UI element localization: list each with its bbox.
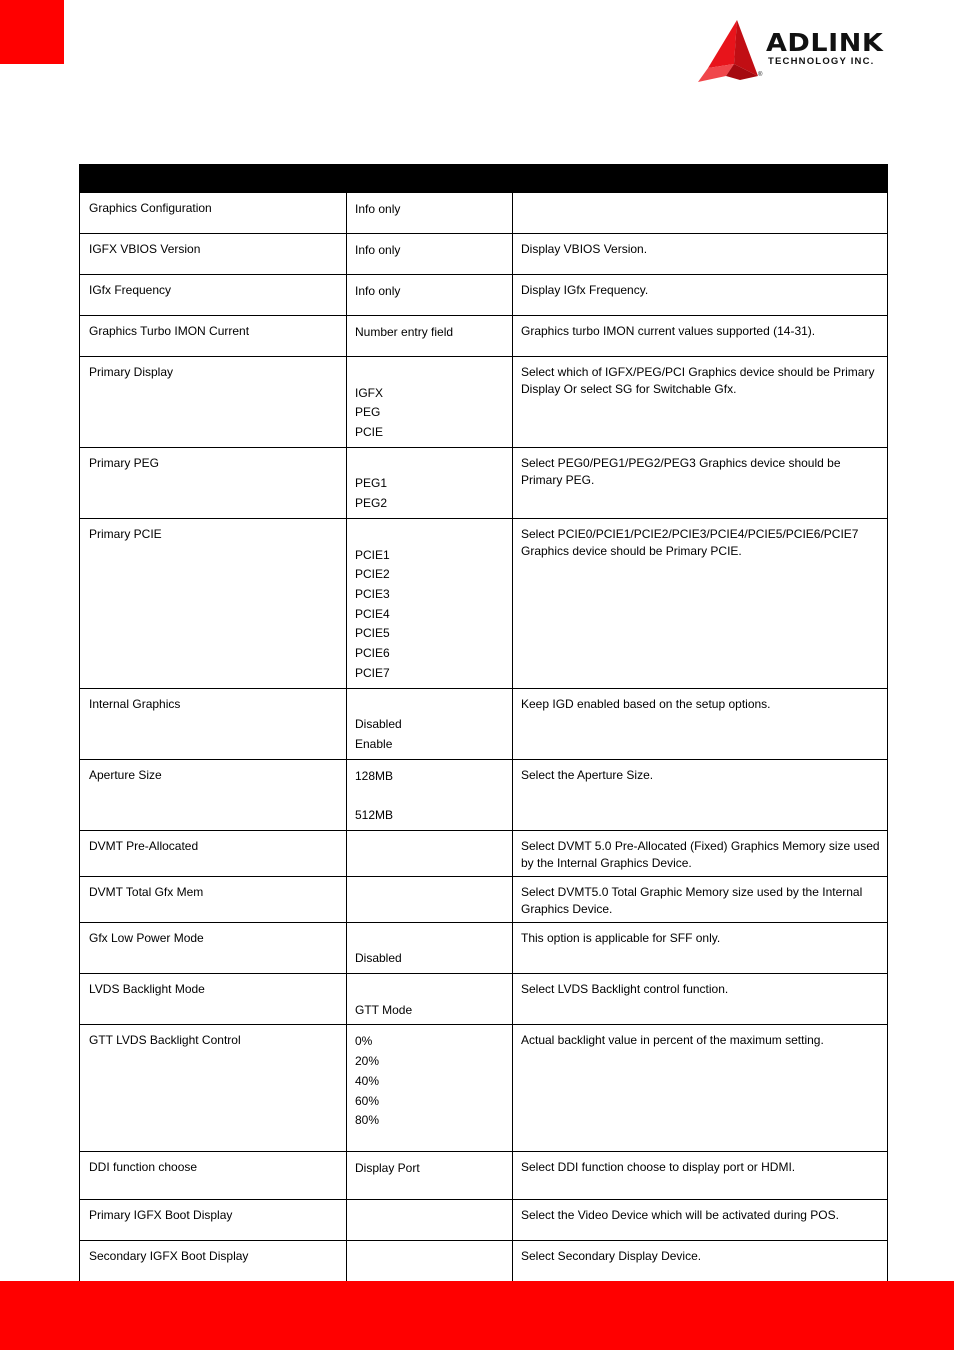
table-row — [80, 193, 888, 234]
options-cell — [347, 1241, 513, 1282]
feature-cell — [80, 447, 347, 518]
option-value: Info only — [355, 284, 401, 298]
table-row — [80, 688, 888, 759]
table-row — [80, 447, 888, 518]
table-row — [80, 922, 888, 973]
options-cell — [347, 193, 513, 234]
option-spacer — [355, 981, 506, 1001]
feature-label: GTT LVDS Backlight Control — [89, 1033, 241, 1048]
feature-cell — [80, 357, 347, 448]
feature-label: LVDS Backlight Mode — [89, 982, 205, 997]
table-row — [80, 1200, 888, 1241]
feature-cell — [80, 922, 347, 973]
description-text: Select PEG0/PEG1/PEG2/PEG3 Graphics device should be Primary PEG. — [521, 455, 841, 487]
header-cell-feature — [80, 165, 347, 193]
option-value: PEG1 — [355, 476, 388, 491]
table-row — [80, 357, 888, 448]
table-row — [80, 759, 888, 830]
feature-label: Primary Display — [89, 365, 174, 379]
description-cell — [513, 316, 888, 357]
table-row — [80, 518, 888, 688]
description-cell — [513, 234, 888, 275]
header-cell-description — [513, 165, 888, 193]
feature-cell — [80, 1241, 347, 1282]
feature-label: IGfx Frequency — [89, 283, 172, 297]
logo-registered-mark: ® — [758, 72, 763, 78]
description-text: Graphics turbo IMON current values supported (14-31). — [521, 324, 816, 338]
description-text: This option is applicable for SFF only. — [521, 930, 721, 945]
adlink-logo — [696, 18, 910, 84]
option-value: 20% — [355, 1054, 380, 1069]
option-value: Info only — [355, 243, 401, 257]
feature-label: Graphics Configuration — [89, 201, 212, 215]
description-cell — [513, 830, 888, 876]
feature-label: Internal Graphics — [89, 696, 181, 711]
option-value: PCIE4 — [355, 606, 390, 621]
options-cell — [347, 830, 513, 876]
description-cell — [513, 357, 888, 448]
description-cell — [513, 688, 888, 759]
option-value: PCIE6 — [355, 646, 390, 661]
option-value: PEG2 — [355, 496, 388, 511]
feature-cell — [80, 1025, 347, 1152]
description-text: Actual backlight value in percent of the maximum setting. — [521, 1033, 824, 1048]
option-value: 128MB — [355, 768, 394, 783]
feature-cell — [80, 518, 347, 688]
options-cell — [347, 1200, 513, 1241]
option-value: Disabled — [355, 717, 402, 732]
description-cell — [513, 275, 888, 316]
description-text: Keep IGD enabled based on the setup options. — [521, 696, 771, 711]
description-text: Select DVMT 5.0 Pre-Allocated (Fixed) Graphics Memory size used by the Internal Graphics Device. — [521, 838, 880, 870]
option-value: PCIE3 — [355, 586, 390, 601]
option-value: 40% — [355, 1073, 380, 1088]
table-row — [80, 876, 888, 922]
table-row — [80, 1241, 888, 1282]
options-cell — [347, 688, 513, 759]
feature-cell — [80, 876, 347, 922]
options-cell — [347, 759, 513, 830]
options-cell — [347, 447, 513, 518]
description-cell — [513, 1152, 888, 1200]
options-cell — [347, 357, 513, 448]
option-value: Disabled — [355, 951, 402, 966]
description-text: Select which of IGFX/PEG/PCI Graphics device should be Primary Display Or select SG for Switchable Gfx. — [521, 365, 875, 396]
option-value: IGFX — [355, 385, 384, 400]
feature-label: DDI function choose — [89, 1160, 198, 1175]
feature-cell — [80, 974, 347, 1025]
description-text: Select DDI function choose to display port or HDMI. — [521, 1160, 796, 1175]
table-row — [80, 234, 888, 275]
table-row — [80, 1152, 888, 1200]
options-cell — [347, 275, 513, 316]
option-value: 512MB — [355, 807, 394, 822]
feature-label: IGFX VBIOS Version — [89, 242, 201, 256]
feature-cell — [80, 1200, 347, 1241]
logo-tagline: TECHNOLOGY INC. — [768, 56, 875, 67]
header-cell-options — [347, 165, 513, 193]
description-cell — [513, 193, 888, 234]
description-text: Select DVMT5.0 Total Graphic Memory size used by the Internal Graphics Device. — [521, 884, 863, 916]
options-cell — [347, 922, 513, 973]
option-value: PCIE2 — [355, 567, 390, 582]
description-cell — [513, 974, 888, 1025]
table-row — [80, 316, 888, 357]
table-row — [80, 974, 888, 1025]
description-cell — [513, 876, 888, 922]
corner-color-block — [0, 0, 64, 64]
feature-cell — [80, 316, 347, 357]
feature-label: Primary PEG — [89, 455, 160, 470]
description-cell — [513, 1241, 888, 1282]
feature-cell — [80, 275, 347, 316]
option-value: Info only — [355, 202, 401, 216]
option-spacer — [355, 930, 506, 950]
options-cell — [347, 234, 513, 275]
feature-cell — [80, 830, 347, 876]
option-value: 0% — [355, 1034, 373, 1049]
description-cell — [513, 1025, 888, 1152]
footer-band — [0, 1281, 954, 1350]
feature-label: DVMT Total Gfx Mem — [89, 884, 204, 899]
description-text: Display VBIOS Version. — [521, 242, 648, 256]
table-row — [80, 830, 888, 876]
feature-label: Primary IGFX Boot Display — [89, 1208, 233, 1223]
option-spacer — [355, 786, 506, 806]
description-text: Select LVDS Backlight control function. — [521, 982, 729, 997]
feature-label: Aperture Size — [89, 767, 162, 782]
description-text: Select the Aperture Size. — [521, 767, 654, 782]
feature-cell — [80, 234, 347, 275]
bios-settings-table-wrapper — [79, 164, 887, 1282]
option-value: Number entry field — [355, 325, 454, 339]
description-cell — [513, 759, 888, 830]
description-cell — [513, 447, 888, 518]
options-cell — [347, 974, 513, 1025]
option-value: PCIE — [355, 425, 384, 440]
option-spacer — [355, 696, 506, 716]
option-value: PEG — [355, 405, 381, 420]
option-value: Enable — [355, 736, 393, 751]
table-row — [80, 275, 888, 316]
description-text: Select PCIE0/PCIE1/PCIE2/PCIE3/PCIE4/PCIE5/PCIE6/PCIE7 Graphics device should be Primary PCIE. — [521, 526, 859, 558]
table-row — [80, 1025, 888, 1152]
description-text: Display IGfx Frequency. — [521, 283, 649, 297]
options-cell — [347, 1152, 513, 1200]
feature-label: Graphics Turbo IMON Current — [89, 324, 250, 338]
options-cell — [347, 518, 513, 688]
option-value: 60% — [355, 1093, 380, 1108]
feature-cell — [80, 1152, 347, 1200]
option-value: PCIE1 — [355, 547, 390, 562]
feature-cell — [80, 688, 347, 759]
option-spacer — [355, 364, 506, 384]
feature-label: Secondary IGFX Boot Display — [89, 1249, 249, 1264]
option-value: GTT Mode — [355, 1002, 413, 1017]
options-cell — [347, 876, 513, 922]
feature-cell — [80, 193, 347, 234]
table-body — [80, 193, 888, 1282]
feature-label: Primary PCIE — [89, 526, 162, 541]
option-spacer — [355, 455, 506, 475]
options-cell — [347, 316, 513, 357]
option-value: 80% — [355, 1113, 380, 1128]
option-value: Display Port — [355, 1161, 420, 1176]
description-cell — [513, 518, 888, 688]
bios-settings-table — [79, 164, 888, 1282]
description-cell — [513, 1200, 888, 1241]
logo-wordmark: ADLINK — [766, 28, 884, 57]
description-text: Select the Video Device which will be activated during POS. — [521, 1208, 839, 1223]
description-cell — [513, 922, 888, 973]
feature-label: Gfx Low Power Mode — [89, 930, 204, 945]
option-spacer — [355, 526, 506, 546]
logo-triangle-icon — [696, 18, 762, 84]
options-cell — [347, 1025, 513, 1152]
option-value: PCIE5 — [355, 626, 390, 641]
feature-cell — [80, 759, 347, 830]
description-text: Select Secondary Display Device. — [521, 1249, 702, 1264]
table-header-row — [80, 165, 888, 193]
option-value: PCIE7 — [355, 665, 390, 680]
feature-label: DVMT Pre-Allocated — [89, 838, 199, 853]
